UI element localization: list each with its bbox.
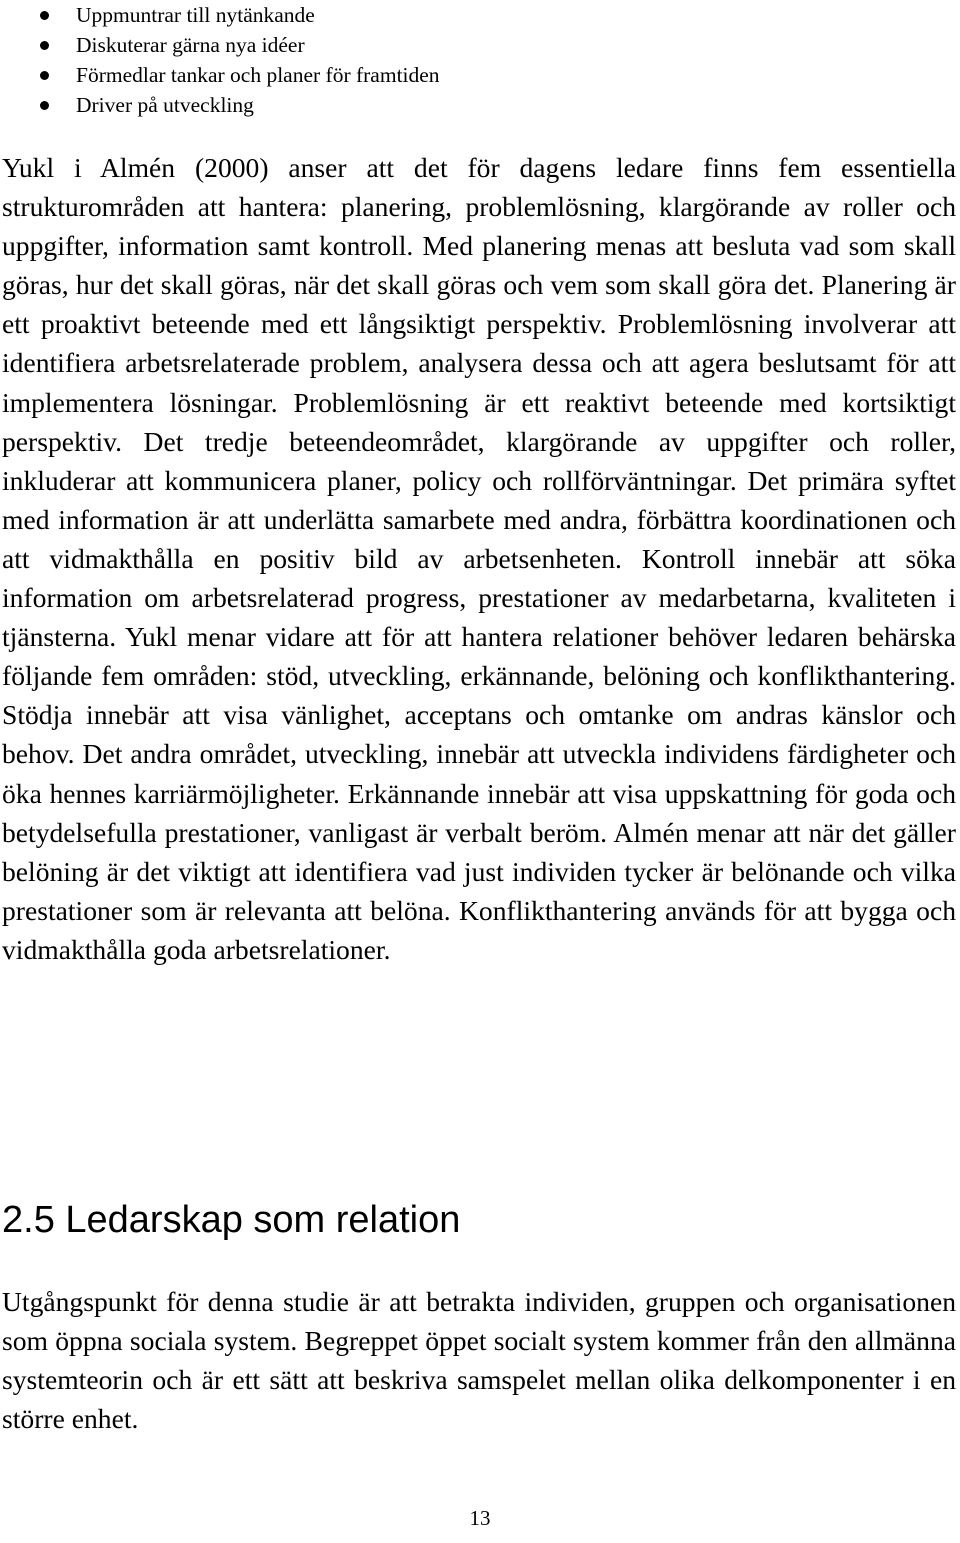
body-paragraph-structure-areas: Yukl i Almén (2000) anser att det för dagens ledare finns fem essentiella strukturområden att hantera: planering, problemlösning, klargörande av roller och uppgifter, information samt kontroll. Med planering menas att besluta vad som skall göras, hur det skall göras, när det skall göras och vem som skall göra det. Planering är ett proaktivt beteende med ett långsiktigt perspektiv. Problemlösning involverar att identifiera arbetsrelaterade problem, analysera dessa och att agera beslutsamt för att implementera lösningar. Problemlösning är ett reaktivt beteende med kortsiktigt perspektiv. Det tredje beteendeområdet, klargörande av uppgifter och roller, inkluderar att kommunicera planer, policy och rollförväntningar. Det primära syftet med information är att underlätta samarbete med andra, förbättra koordinationen och att vidmakthålla en positiv bild av arbetsenheten. Kontroll innebär att söka information om arbetsrelaterad progress, prestationer av medarbetarna, kvaliteten i tjänsterna. Yukl menar vidare att för att hantera relationer behöver ledaren behärska följande fem områden: stöd, utveckling, erkännande, belöning och konflikthantering. Stödja innebär att visa vänlighet, acceptans och omtanke om andras känslor och behov. Det andra området, utveckling, innebär att utveckla individens färdigheter och öka hennes karriärmöjligheter. Erkännande innebär att visa uppskattning för goda och betydelsefulla prestationer, vanligast är verbalt beröm. Almén menar att när det gäller belöning är det viktigt att identifiera vad just individen tycker är belönande och vilka prestationer som är relevanta att belöna. Konflikthantering används för att bygga och vidmakthålla goda arbetsrelationer. (2, 152, 956, 965)
bullet-dot-icon (40, 101, 49, 110)
bullet-text: Förmedlar tankar och planer för framtiden (76, 63, 440, 87)
bullet-text: Driver på utveckling (76, 93, 254, 117)
bullet-text: Diskuterar gärna nya idéer (76, 33, 305, 57)
body-paragraph-open-systems: Utgångspunkt för denna studie är att betrakta individen, gruppen och organisationen som öppna sociala system. Begreppet öppet socialt system kommer från den allmänna systemteorin och är ett sätt att beskriva samspelet mellan olika delkomponenter i en större enhet. (2, 1286, 956, 1435)
bullet-text: Uppmuntrar till nytänkande (76, 3, 315, 27)
bullet-item (0, 60, 440, 90)
bullet-item (0, 0, 440, 30)
bullet-dot-icon (40, 41, 49, 50)
bullet-item (0, 90, 440, 120)
bullet-dot-icon (40, 11, 49, 20)
bullet-list (0, 0, 440, 120)
page-number: 13 (469, 1506, 491, 1530)
bullet-dot-icon (40, 71, 49, 80)
section-heading: 2.5 Ledarskap som relation (2, 1199, 461, 1241)
bullet-item (0, 30, 440, 60)
